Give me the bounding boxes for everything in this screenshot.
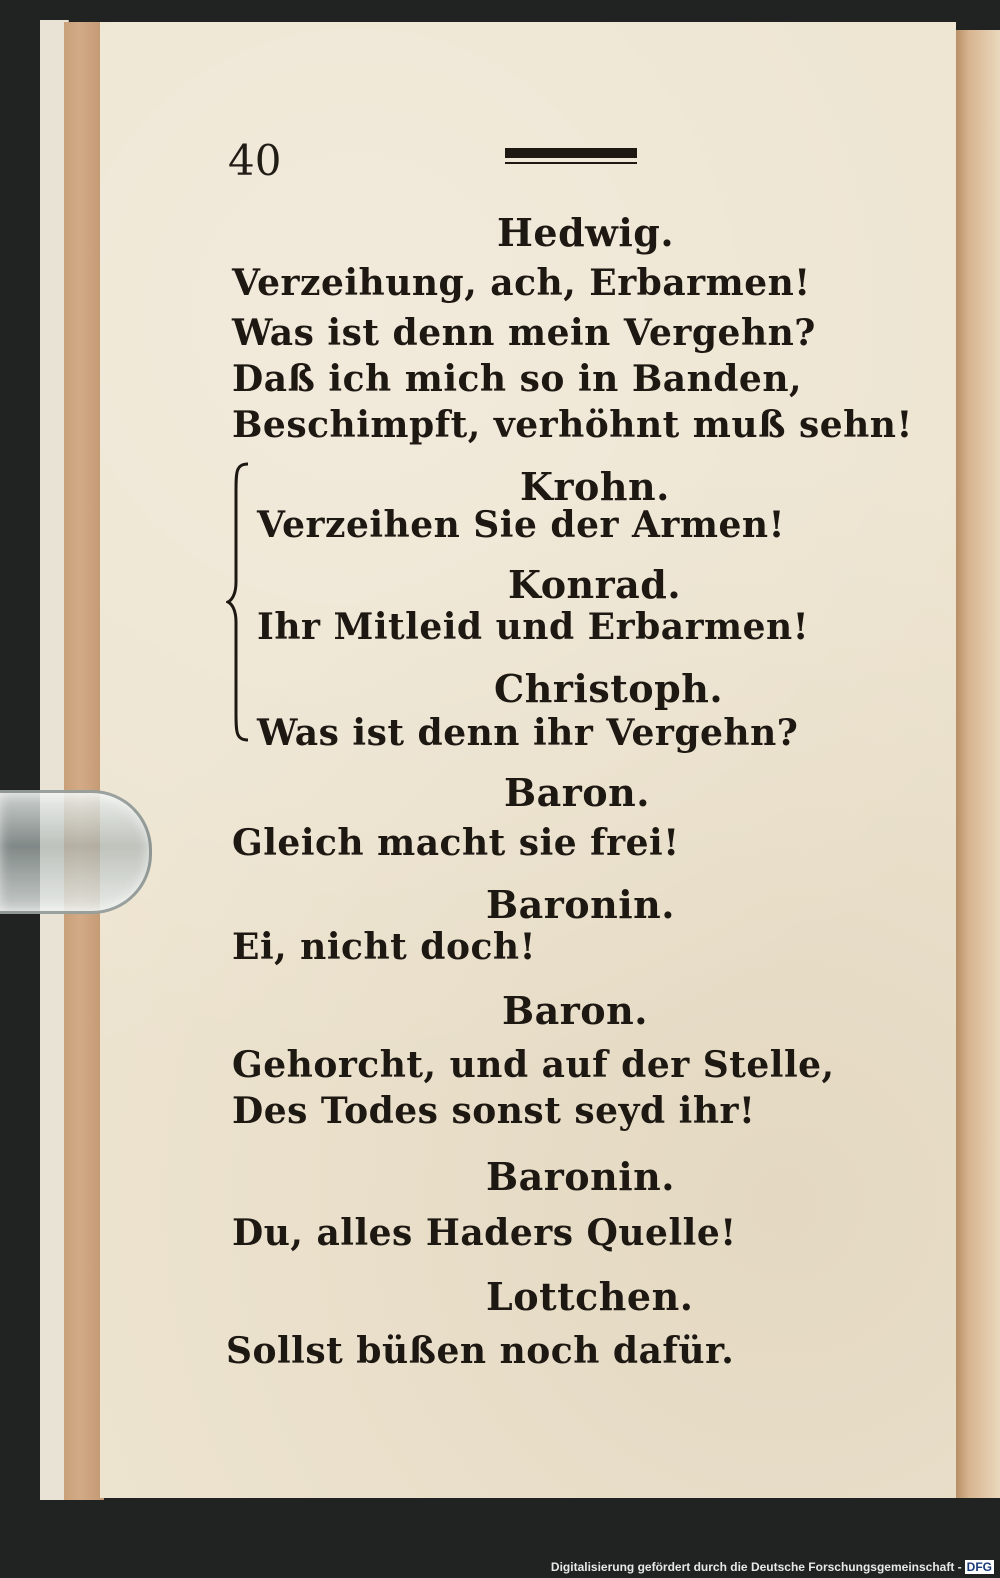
book-spine [64,22,104,1500]
speaker-label: Baron. [502,988,648,1033]
verse-line: Ei, nicht doch! [232,926,536,968]
page-clip [0,790,152,914]
dfg-logo: DFG [966,1560,992,1574]
verse-line: Sollst büßen noch dafür. [226,1330,735,1372]
verse-line: Des Todes sonst seyd ihr! [232,1090,756,1132]
speaker-label: Lottchen. [486,1274,694,1319]
page-number: 40 [228,136,282,185]
verse-line: Gehorcht, und auf der Stelle, [232,1044,835,1086]
verse-line: Was ist denn ihr Vergehn? [257,712,799,754]
speaker-label: Krohn. [520,464,670,509]
verse-line: Verzeihung, ach, Erbarmen! [232,262,811,304]
speaker-label: Baron. [504,770,650,815]
digitization-credit [551,1560,994,1574]
header-rule [505,148,637,164]
credit-text: Digitalisierung gefördert durch die Deutsche Forschungsgemeinschaft - [550,1560,962,1574]
speaker-label: Christoph. [494,666,724,711]
verse-line: Du, alles Haders Quelle! [232,1212,737,1254]
verse-line: Daß ich mich so in Banden, [232,358,803,400]
verse-line: Was ist denn mein Vergehn? [232,312,816,354]
speaker-label: Konrad. [508,562,682,607]
verse-line: Ihr Mitleid und Erbarmen! [257,606,810,648]
speaker-label: Hedwig. [497,210,675,255]
speaker-label: Baronin. [486,882,676,927]
verse-line: Verzeihen Sie der Armen! [257,504,785,546]
verse-line: Gleich macht sie frei! [232,822,680,864]
brace-bracket [226,462,252,742]
verse-line: Beschimpft, verhöhnt muß sehn! [232,404,913,446]
speaker-label: Baronin. [486,1154,676,1199]
next-page-edge [955,30,1000,1498]
